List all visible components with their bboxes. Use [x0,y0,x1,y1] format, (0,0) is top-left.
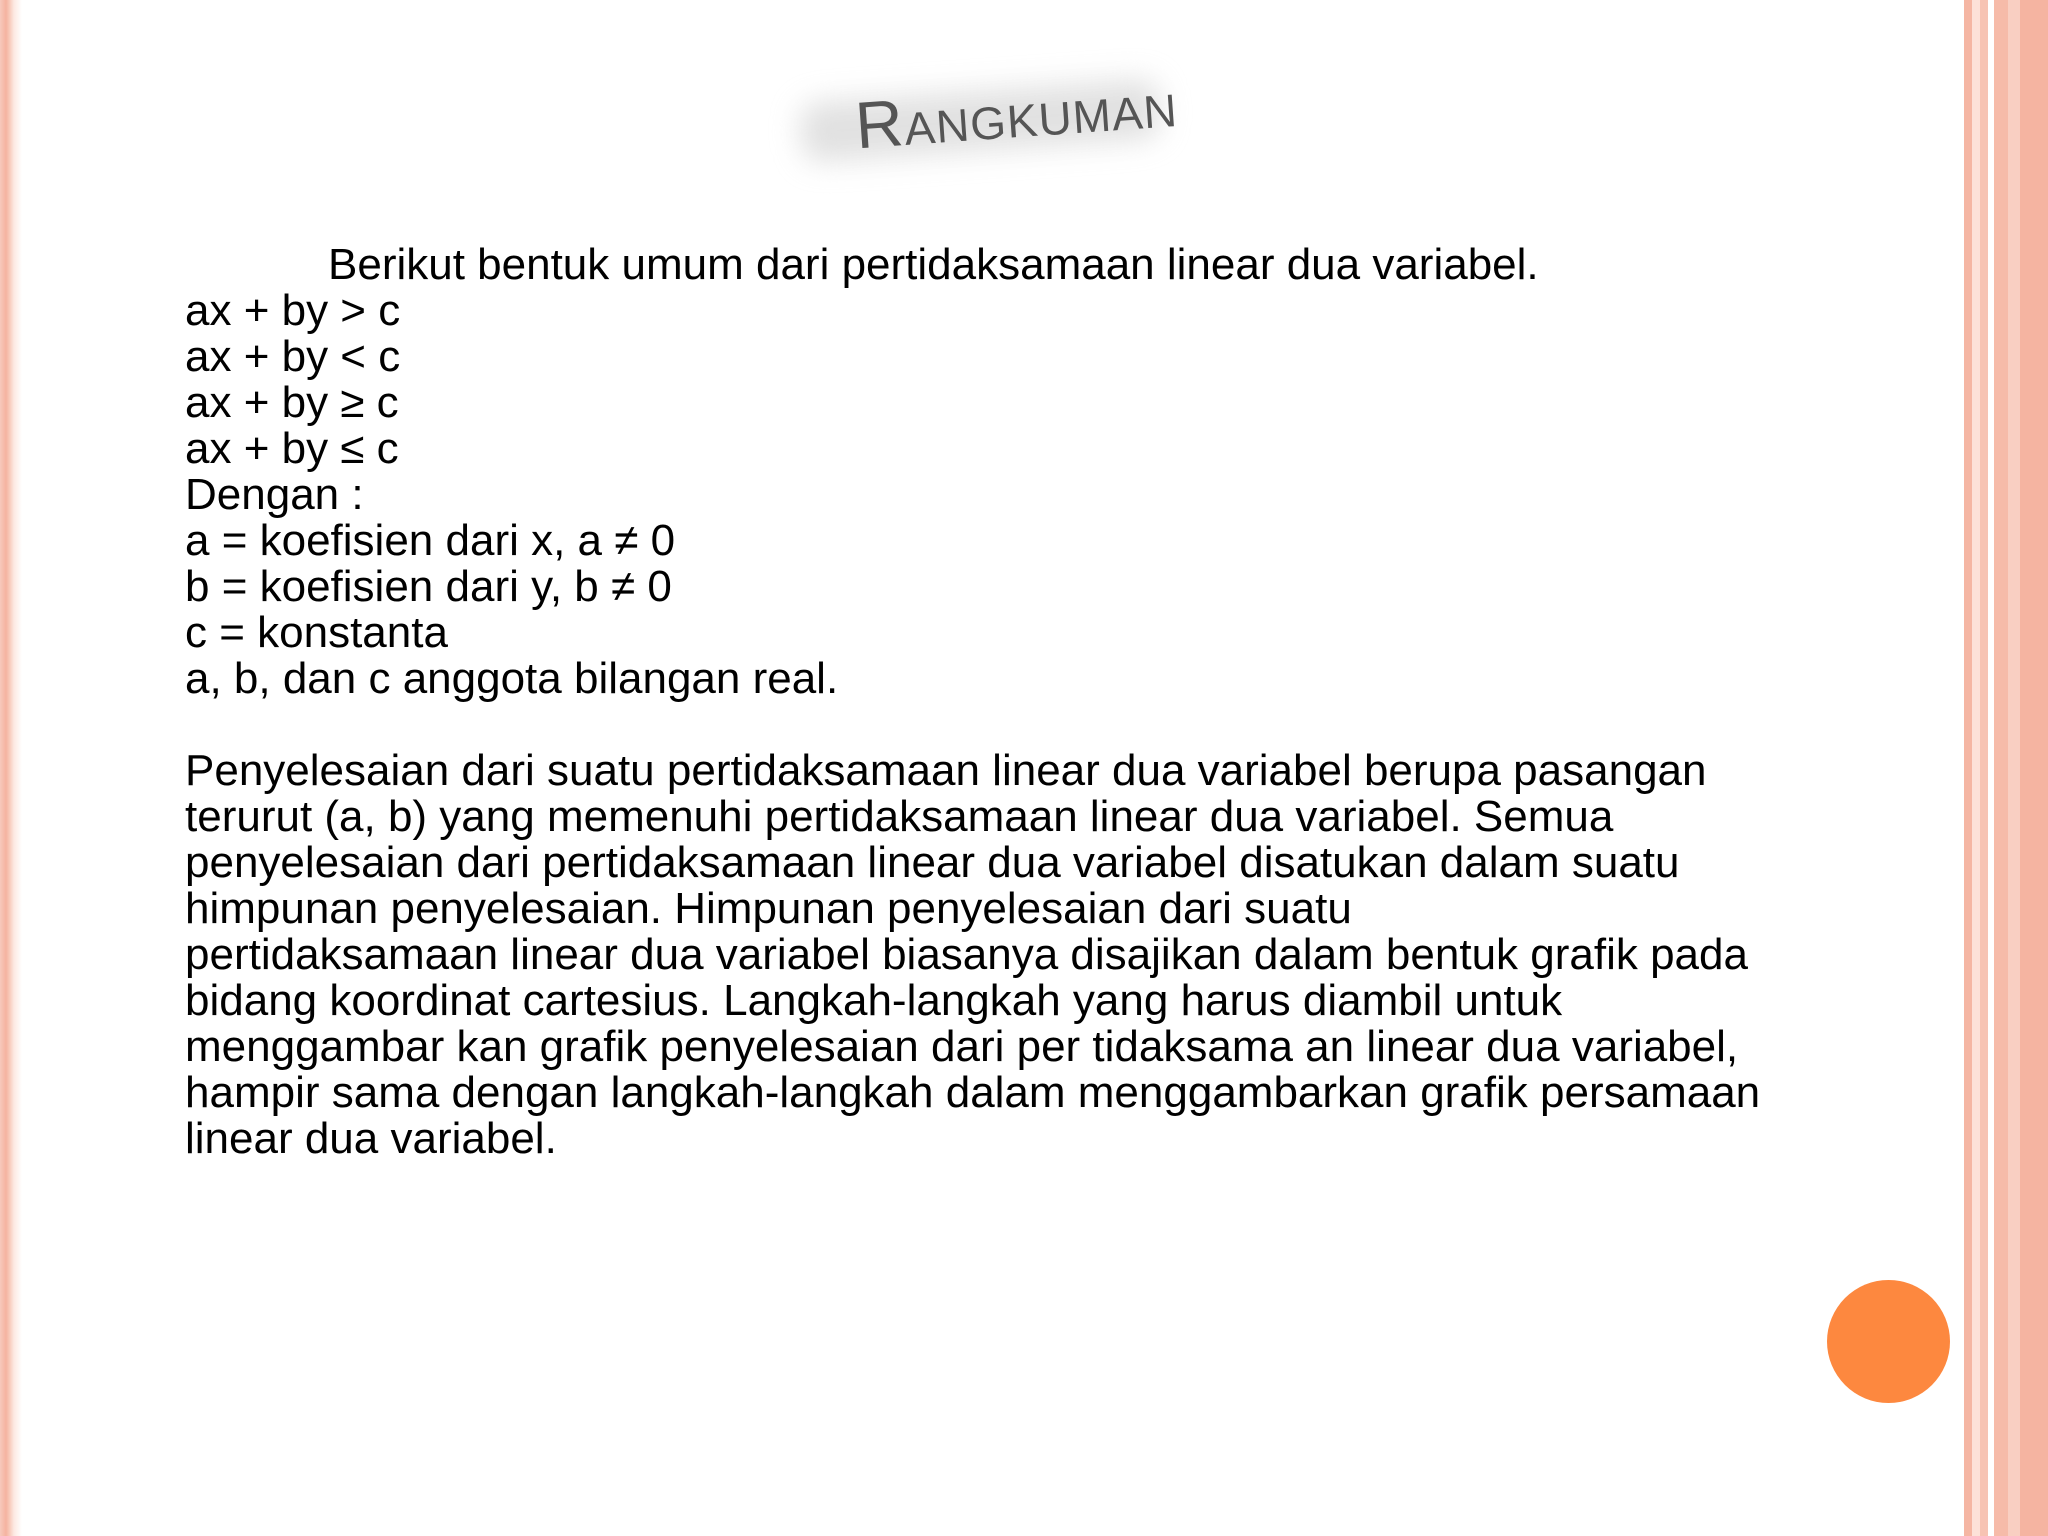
paragraph-line: pertidaksamaan linear dua variabel biasanya disajikan dalam bentuk grafik pada [185,930,1748,979]
form-line-lt: ax + by < c [185,332,401,381]
with-label: Dengan : [185,470,364,519]
paragraph-line: bidang koordinat cartesius. Langkah-langkah yang harus diambil untuk [185,976,1563,1025]
paragraph-line: terurut (a, b) yang memenuhi pertidaksamaan linear dua variabel. Semua [185,792,1614,841]
intro-text: Berikut bentuk umum dari pertidaksamaan linear dua variabel. [328,240,1539,289]
title-wrapper [797,57,1182,173]
orange-circle-button[interactable] [1827,1280,1950,1403]
form-line-le: ax + by ≤ c [185,424,399,473]
definition-a: a = koefisien dari x, a ≠ 0 [185,516,676,565]
spacer [185,702,1945,748]
paragraph-line: hampir sama dengan langkah-langkah dalam menggambarkan grafik persamaan [185,1068,1761,1117]
title-first-letter: R [852,85,907,163]
slide-title [853,65,1180,163]
paragraph-line: himpunan penyelesaian. Himpunan penyelesaian dari suatu [185,884,1352,933]
paragraph-line: Penyelesaian dari suatu pertidaksamaan linear dua variabel berupa pasangan [185,746,1707,795]
paragraph-line: linear dua variabel. [185,1114,557,1163]
left-border-decoration [0,0,22,1536]
slide-content [185,242,1945,1162]
right-stripes-decoration [1964,0,2048,1536]
title-rest: ANGKUMAN [902,83,1180,155]
definition-b: b = koefisien dari y, b ≠ 0 [185,562,672,611]
paragraph-line: menggambar kan grafik penyelesaian dari per tidaksama an linear dua variabel, [185,1022,1739,1071]
definition-c: c = konstanta [185,608,448,657]
definition-real: a, b, dan c anggota bilangan real. [185,654,839,703]
summary-paragraph [185,748,1945,1162]
form-line-ge: ax + by ≥ c [185,378,399,427]
form-line-gt: ax + by > c [185,286,401,335]
paragraph-line: penyelesaian dari pertidaksamaan linear dua variabel disatukan dalam suatu [185,838,1680,887]
